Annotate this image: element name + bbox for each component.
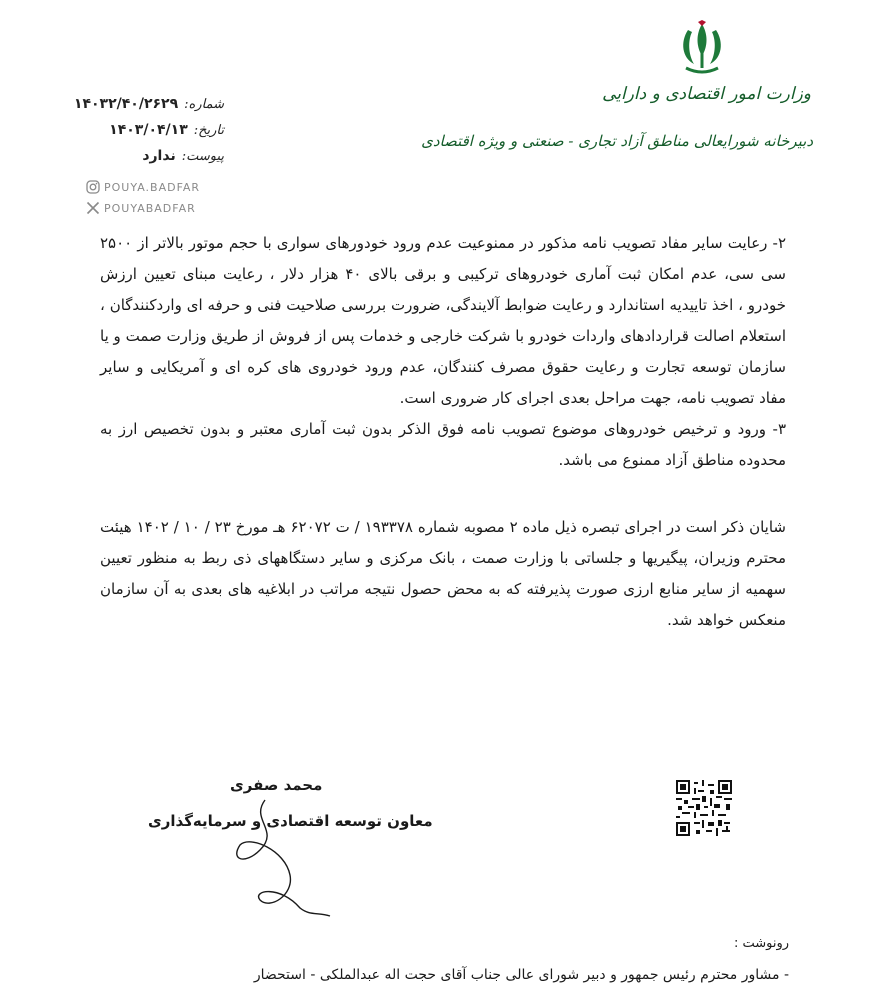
- clause-3: ۳- ورود و ترخیص خودروهای موضوع تصویب نامه فوق الذکر بدون ثبت آماری معتبر و بدون تخصیص ارز به محدوده مناطق آزاد ممنوع می باشد.: [100, 420, 786, 469]
- letter-attachment-row: [84, 148, 224, 174]
- cc-recipient: - مشاور محترم رئیس جمهور و دبیر شورای عالی جناب آقای حجت اله عبدالملکی - استحضار: [253, 967, 789, 983]
- closing-paragraph: شایان ذکر است در اجرای تبصره ذیل ماده ۲ مصوبه شماره ۱۹۳۳۷۸ / ت ۶۲۰۷۲ هـ مورخ ۲۳ / ۱۰ / ۱۴۰۲ هیئت محترم وزیران، پیگیریها و جلساتی با وزارت صمت ، بانک مرکزی و سایر دستگاههای ذی ربط به منظور تعیین سهمیه از سایر منابع ارزی صورت پذیرفته که به محض حصول نتیجه مراتب در ابلاغیه های بعدی به آن سازمان منعکس خواهد شد.: [100, 518, 786, 629]
- x-handle: POUYABADFAR: [104, 201, 196, 215]
- signatory-name: محمد صفری: [230, 776, 323, 794]
- handwritten-signature: [190, 790, 340, 920]
- instagram-handle: POUYA.BADFAR: [104, 180, 201, 194]
- secretariat-name: دبیرخانه شورایعالی مناطق آزاد تجاری - صنعتی و ویژه اقتصادی: [421, 132, 813, 150]
- iran-emblem-icon: [678, 20, 726, 78]
- letter-number-row: [73, 96, 224, 122]
- qr-code: [676, 780, 732, 836]
- ministry-name: وزارت امور اقتصادی و دارایی: [602, 84, 811, 104]
- instagram-icon: [86, 180, 100, 194]
- letter-number-label: شماره:: [184, 97, 224, 112]
- letter-attachment: ندارد: [142, 148, 176, 164]
- instagram-watermark: [86, 180, 200, 194]
- letter-date: ۱۴۰۳/۰۴/۱۳: [109, 122, 188, 138]
- paragraph-spacer: [100, 476, 786, 512]
- letter-date-row: [84, 122, 224, 148]
- x-watermark: [86, 201, 196, 215]
- signatory-title: معاون توسعه اقتصادی و سرمایه‌گذاری: [148, 812, 433, 830]
- letter-date-label: تاریخ:: [193, 123, 224, 138]
- clause-2: ۲- رعایت سایر مفاد تصویب نامه مذکور در ممنوعیت عدم ورود خودورهای سواری با حجم موتور بالاتر از ۲۵۰۰ سی سی، عدم امکان ثبت آماری خودروهای ترکیبی و برقی بالای ۴۰ هزار دلار ، رعایت مبنای تعیین ارزش خودرو ، اخذ تاییدیه استاندارد و رعایت ضوابط آلایندگی، ضرورت بررسی صلاحیت فنی و حرفه ای واردکنندگان ، استعلام اصالت قراردادهای واردات خودرو با شرکت خارجی و خدمات پس از فروش از طریق وزارت صمت و یا سازمان توسعه تجارت و رعایت حقوق مصرف کنندگان، عدم ورود خودروی های کره ای و آمریکایی و سایر مفاد تصویب نامه، جهت مراحل بعدی اجرای کار ضروری است.: [100, 234, 786, 407]
- letter-number: ۱۴۰۳۲/۴۰/۲۶۲۹: [73, 96, 179, 112]
- letter-meta: [73, 96, 224, 174]
- letter-attachment-label: پیوست:: [181, 149, 224, 164]
- cc-title: رونوشت :: [733, 936, 789, 951]
- x-logo-icon: [86, 201, 100, 215]
- letter-body: [100, 228, 786, 636]
